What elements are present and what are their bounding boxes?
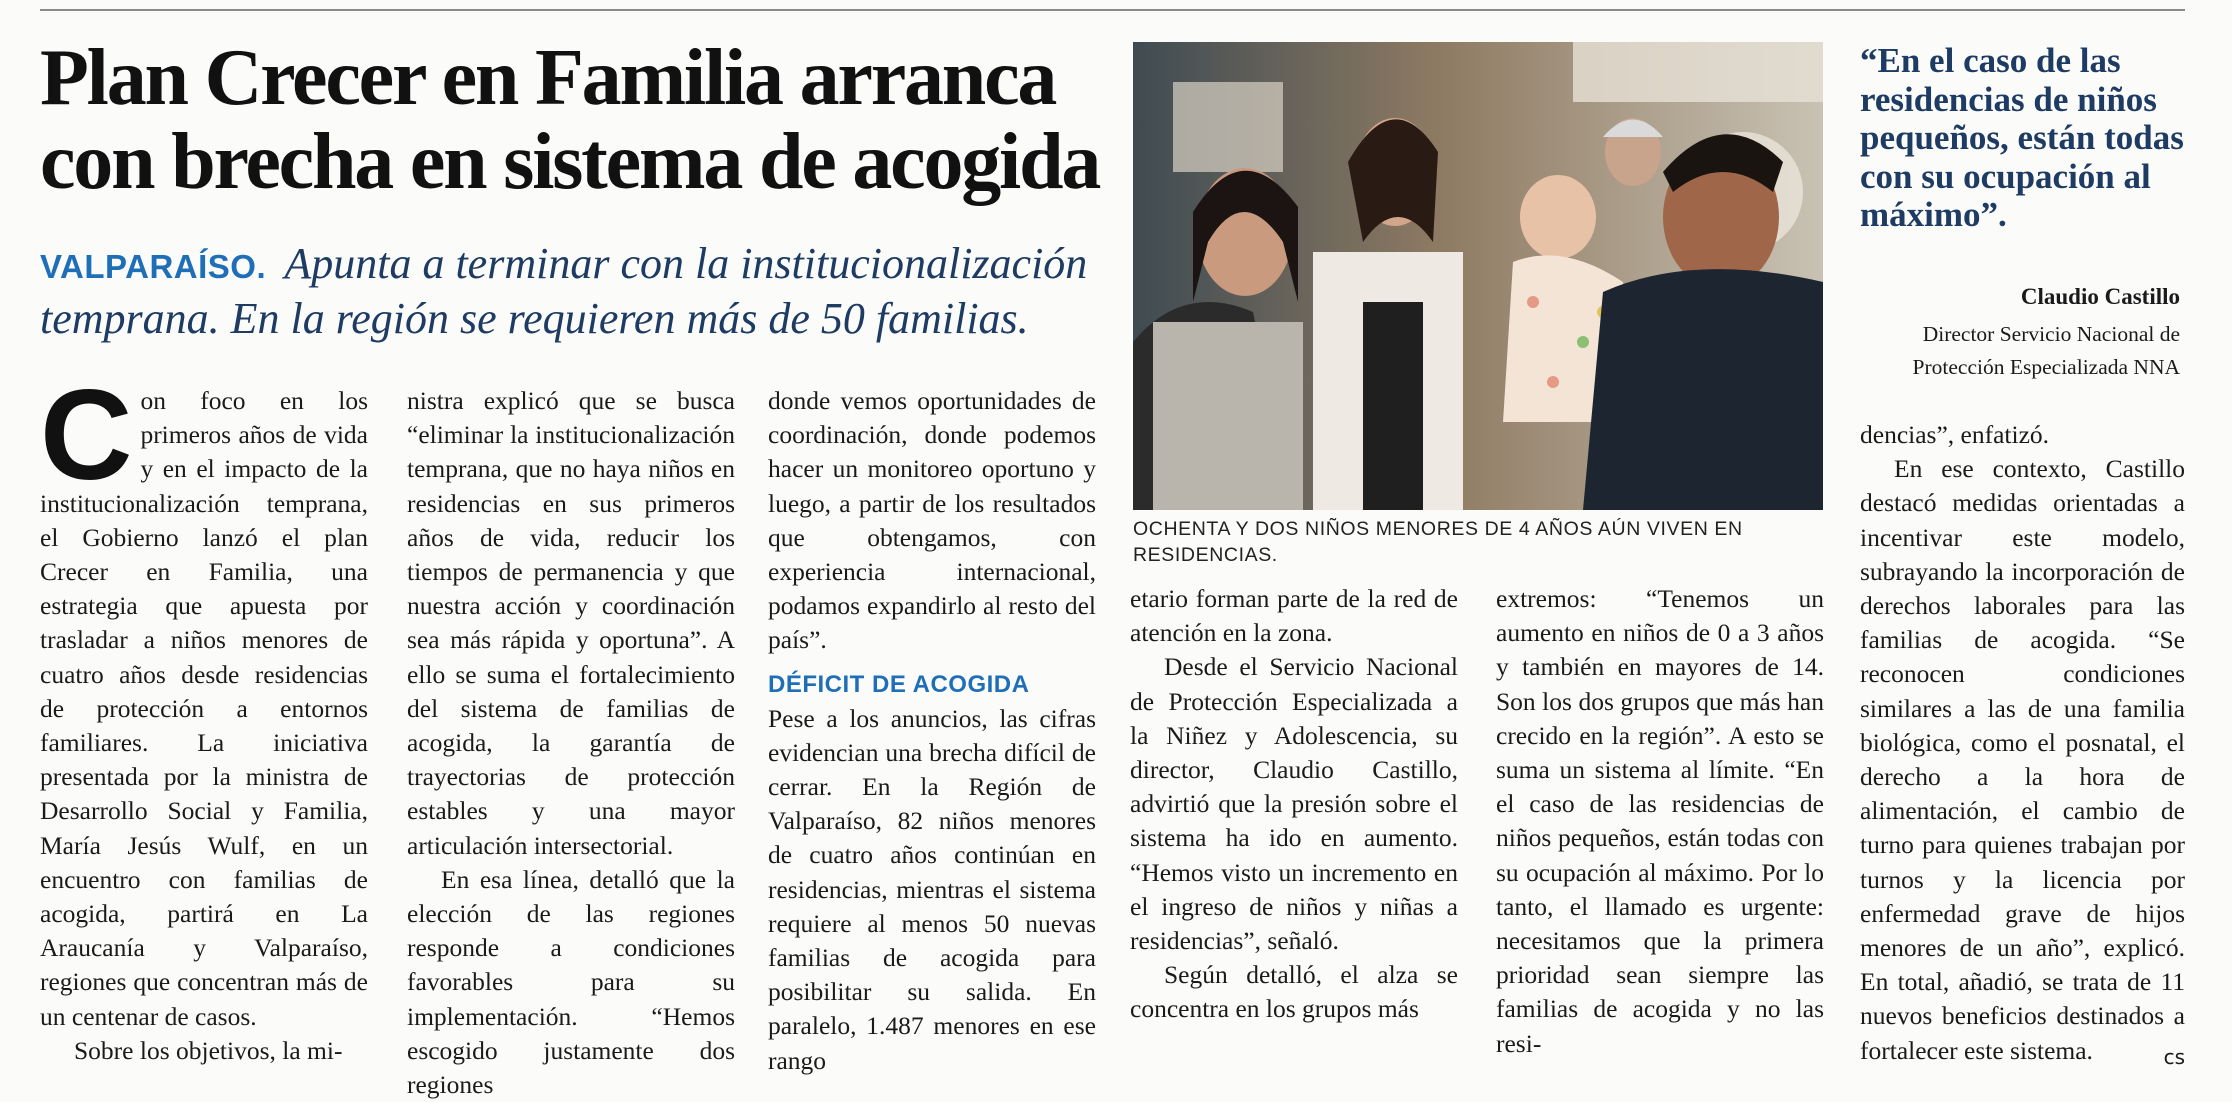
body-paragraph: Sobre los objetivos, la mi- [74,1035,343,1065]
section-subhead: DÉFICIT DE ACOGIDA [768,670,1030,698]
body-paragraph: dencias”, enfatizó. [1860,420,2050,449]
lead-paragraph: Con foco en los primeros años de vida y en el impacto de la institucionalización temprana, el Gobierno lanzó el plan Crecer en Familia, una estrategia que apuesta por trasladar a niños menores de cuatro años desde residencias de protección a entornos familiares. La iniciativa presentada por la ministra de Desarrollo Social y Familia, María Jesús Wulf, en un encuentro con familias de acogida, partirá en La Araucanía y Valparaíso, regiones que concentran más de un centenar de casos. [40,364,368,1031]
body-paragraph: Pese a los anuncios, las cifras evidencian una brecha difícil de cerrar. En la Región de Valparaíso, 82 niños menores de cuatro años continúan en residencias, mientras el sistema requiere al menos 50 nuevas familias de acogida para posibilitar su salida. En paralelo, 1.487 menores en ese rango [768,703,1096,1075]
body-paragraph: nistra explicó que se busca “eliminar la institucionalización temprana, que no haya niños en residencias en sus primeros años de vida, reducir los tiempos de permanencia y que nuestra acción y coordinación sea más rápida y oportuna”. A ello se suma el fortalecimiento del sistema de familias de acogida, la garantía de trayectorias de protección estables y una mayor articulación intersectorial. [407,386,735,860]
body-column-2 [407,384,735,1102]
standfirst-text: Apunta a terminar con la institucionalización temprana. En la región se requieren más de 50 familias. [40,239,1088,343]
body-paragraph: En esa línea, detalló que la elección de las regiones responde a condiciones favorables para su implementación. “Hemos escogido justamente dos regiones [407,864,735,1100]
body-paragraph: donde vemos oportunidades de coordinación, donde podemos hacer un monitoreo oportuno y luego, a partir de los resultados que obtengamos, con experiencia internacional, podamos expandirlo al resto del país”. [768,386,1096,655]
body-column-5 [1496,582,1824,1061]
body-column-3 [768,384,1096,1078]
body-column-1 [40,364,368,1068]
body-paragraph: extremos: “Tenemos un aumento en niños de 0 a 3 años y también en mayores de 14. Son los dos grupos que más han crecido en la región”. A esto se suma un sistema al límite. “En el caso de las residencias de niños pequeños, están todas con su ocupación al máximo. Por lo tanto, el llamado es urgente: necesitamos que la primera prioridad sean siempre las familias de acogida y no las resi- [1496,584,1824,1058]
body-paragraph: En ese contexto, Castillo destacó medidas orientadas a incentivar este modelo, subrayando la incorporación de derechos laborales para las familias de acogida. “Se reconocen condiciones similares a las de una familia biológica, como el posnatal, el derecho a la hora de alimentación, el cambio de turno para quienes trabajan por turnos y la licencia por enfermedad grave de hijos menores de un año”, explicó. En total, añadió, se trata de 11 nuevos beneficios destinados a fortalecer este sistema. cs [1860,452,2185,1068]
top-rule [40,9,2185,11]
body-column-4 [1130,582,1458,1027]
photo-illustration [1133,42,1823,510]
quote-attribution-role: Director Servicio Nacional de Protección Especializada NNA [1912,322,2180,379]
headline: Plan Crecer en Familia arranca con brecha en sistema de acogida [40,34,1100,206]
standfirst [40,238,1120,345]
body-paragraph: etario forman parte de la red de atención en la zona. [1130,584,1458,648]
body-column-6 [1860,418,2185,1074]
drop-cap: C [40,364,133,507]
quote-attribution-name: Claudio Castillo [2020,284,2180,309]
pull-quote: “En el caso de las residencias de niños pequeños, están todas con su ocupación al máximo”. [1860,41,2184,234]
body-paragraph: Según detalló, el alza se concentra en los grupos más [1130,960,1458,1024]
end-mark-icon: cs [2163,1044,2185,1069]
news-photo [1133,42,1823,510]
standfirst-place: VALPARAÍSO. [40,248,267,285]
body-paragraph: Desde el Servicio Nacional de Protección Especializada a la Niñez y Adolescencia, su director, Claudio Castillo, advirtió que la presión sobre el sistema ha ido en aumento. “Hemos visto un incremento en el ingreso de niños y niñas a residencias”, señaló. [1130,652,1458,956]
photo-caption: OCHENTA Y DOS NIÑOS MENORES DE 4 AÑOS AÚN VIVEN EN RESIDENCIAS. [1133,518,1743,566]
